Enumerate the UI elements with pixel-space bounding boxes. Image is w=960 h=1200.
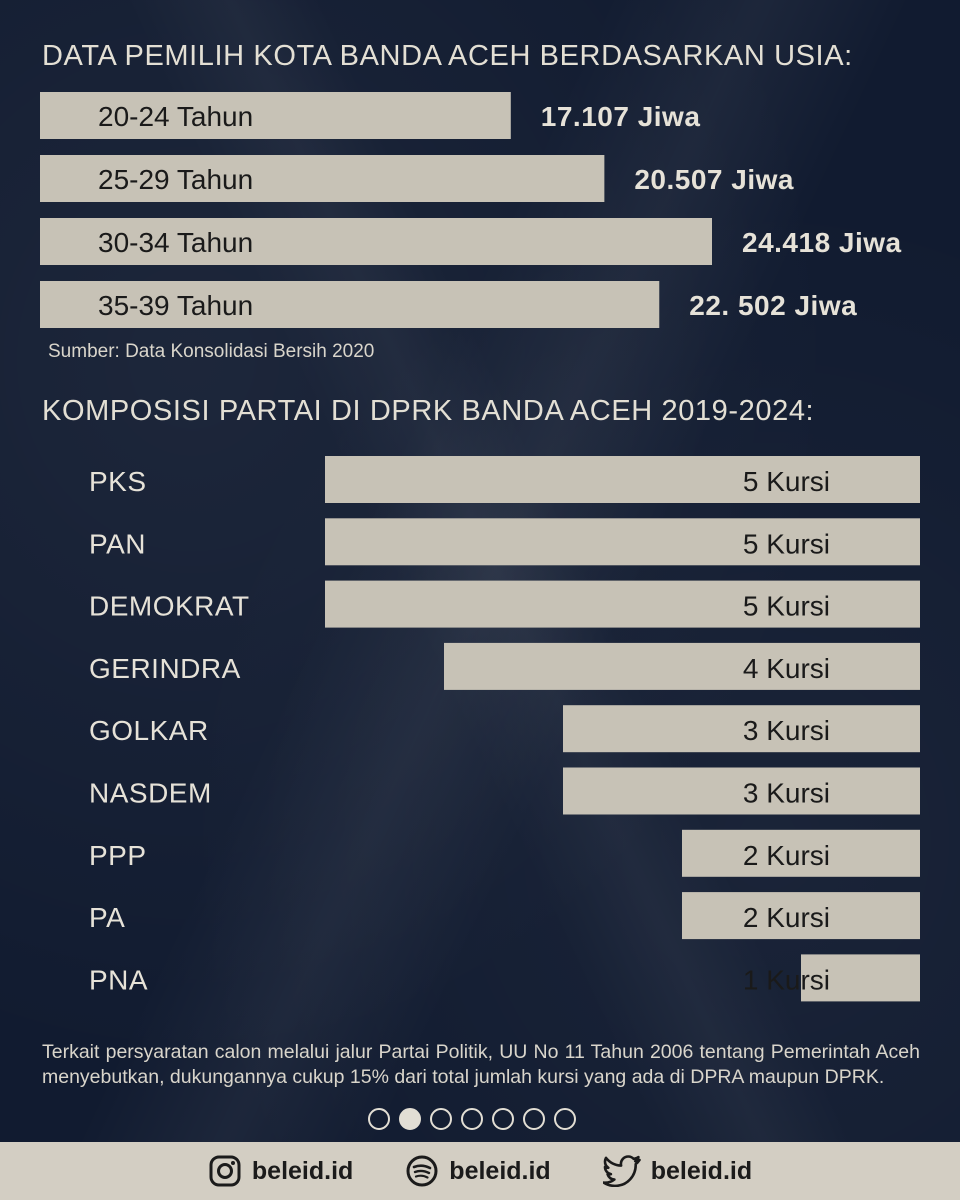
party-chart-title: KOMPOSISI PARTAI DI DPRK BANDA ACEH 2019-2024: [42,395,815,427]
party-seat-label: 5 Kursi [742,590,830,622]
age-value-label: 17.107 Jiwa [540,101,701,132]
party-seat-label: 1 Kursi [742,964,830,996]
party-bar [325,456,920,503]
spotify-link[interactable] [405,1154,550,1188]
party-bar [563,705,920,752]
instagram-handle: beleid.id [251,1156,354,1185]
pagination-dot[interactable] [523,1108,545,1130]
twitter-link[interactable] [603,1155,752,1187]
regulation-note: Terkait persyaratan calon melalui jalur Partai Politik, UU No 11 Tahun 2006 tentang Pemerintah Aceh menyebutkan, dukungannya cukup 15% dari total jumlah kursi yang ada di DPRA maupun DPRK. [42,1041,920,1088]
party-name-label: NASDEM [89,777,212,809]
party-seat-label: 2 Kursi [742,839,830,871]
pagination-dot[interactable] [554,1108,576,1130]
pagination-dot[interactable] [368,1108,390,1130]
party-bar [563,768,920,815]
carousel-pagination[interactable] [368,1108,576,1132]
party-seat-label: 3 Kursi [742,777,830,809]
age-category-label: 20-24 Tahun [98,101,254,132]
party-seat-label: 5 Kursi [742,528,830,560]
party-seat-label: 2 Kursi [742,902,830,934]
party-name-label: PPP [89,839,147,871]
party-name-label: PA [89,902,126,934]
party-name-label: PAN [89,528,146,560]
party-name-label: GOLKAR [89,715,209,747]
age-value-label: 24.418 Jiwa [742,227,902,258]
age-chart-title: DATA PEMILIH KOTA BANDA ACEH BERDASARKAN USIA: [42,40,853,72]
twitter-icon [603,1155,641,1187]
instagram-icon [208,1154,242,1188]
party-bar [444,643,920,690]
pagination-dot[interactable] [430,1108,452,1130]
age-category-label: 30-34 Tahun [98,227,254,258]
party-name-label: PNA [89,964,149,996]
instagram-link[interactable] [208,1154,353,1188]
pagination-dot[interactable] [461,1108,483,1130]
pagination-dot[interactable] [399,1108,421,1130]
party-seat-label: 3 Kursi [742,715,830,747]
party-seat-chart [0,456,960,1006]
party-name-label: DEMOKRAT [89,590,250,622]
age-value-label: 22. 502 Jiwa [689,290,858,321]
party-name-label: GERINDRA [89,652,241,684]
party-bar [325,518,920,565]
age-value-label: 20.507 Jiwa [634,164,794,195]
spotify-handle: beleid.id [449,1156,551,1185]
twitter-handle: beleid.id [650,1156,753,1185]
spotify-icon [405,1154,439,1188]
party-seat-label: 5 Kursi [742,466,830,497]
footer-social-bar [0,1142,960,1200]
age-category-label: 35-39 Tahun [98,290,254,321]
source-note: Sumber: Data Konsolidasi Bersih 2020 [48,341,375,362]
party-seat-label: 4 Kursi [742,652,830,684]
pagination-dot[interactable] [492,1108,514,1130]
age-voter-chart [0,92,960,332]
age-category-label: 25-29 Tahun [98,164,254,195]
party-name-label: PKS [89,466,147,497]
party-bar [325,581,920,628]
